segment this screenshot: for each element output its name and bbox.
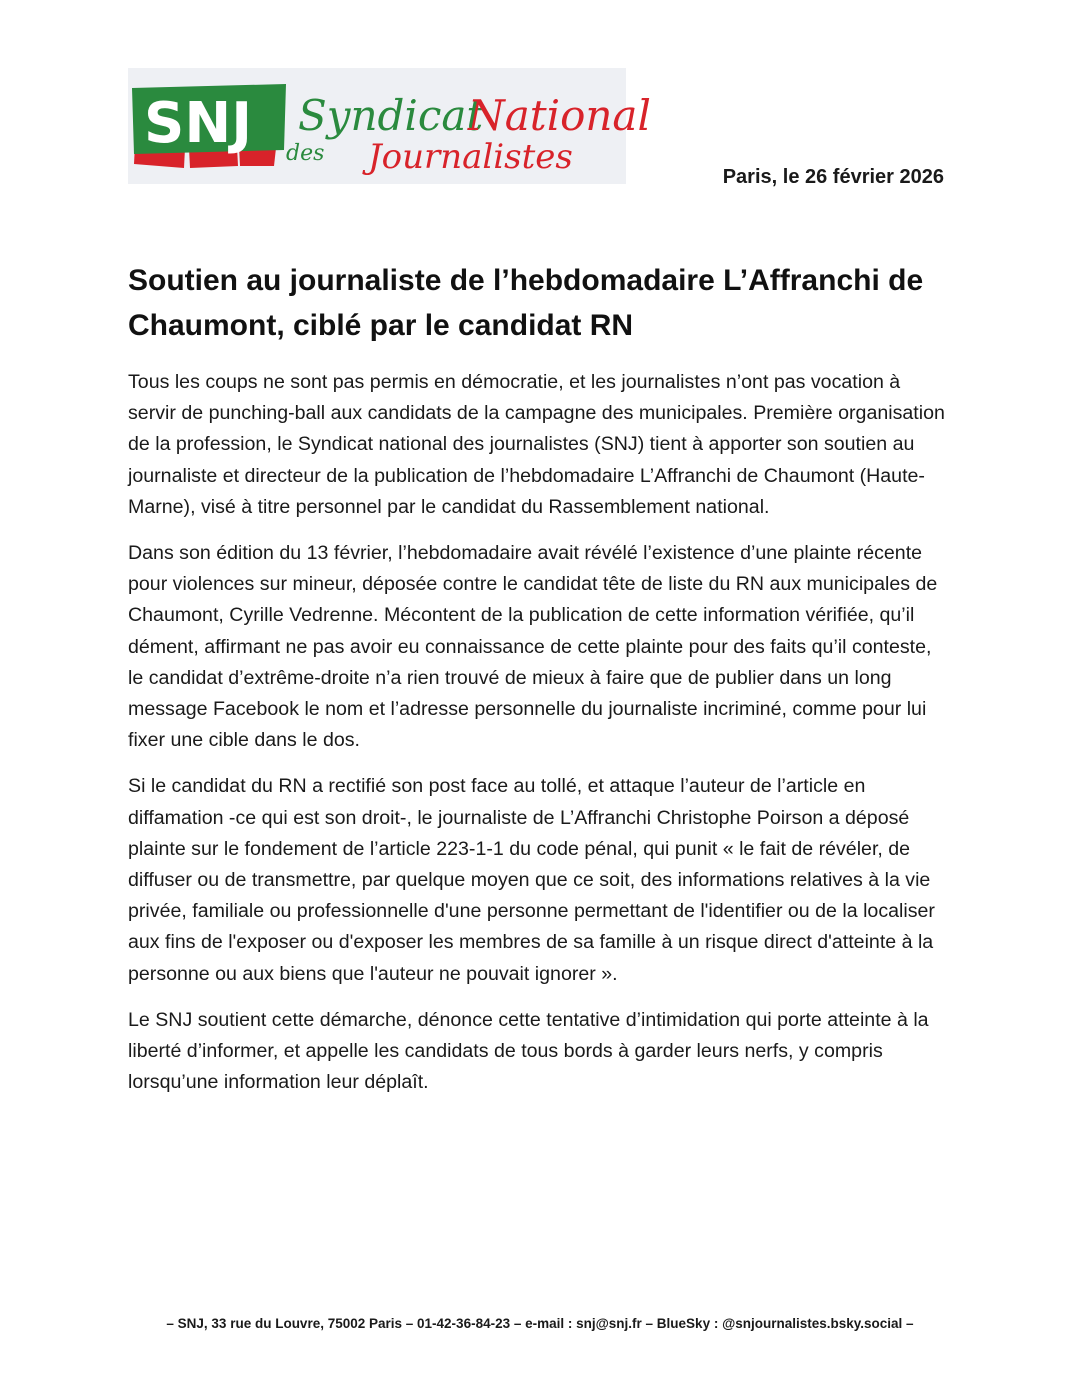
logo-national: National xyxy=(468,91,651,140)
logo-syndicat: Syndicat xyxy=(298,91,484,140)
paragraph: Tous les coups ne sont pas permis en démocratie, et les journalistes n’ont pas vocation à servir de punching-ball aux candidats de la campagne des municipales. Première organisation de la profession, le Syndicat national des journalistes (SNJ) tient à apporter son soutien au journaliste et directeur de la publication de l’hebdomadaire L’Affranchi de Chaumont (Haute-Marne), visé à titre personnel par le candidat du Rassemblement national. xyxy=(128,371,945,518)
snj-logo xyxy=(128,68,651,184)
snj-logo-graphic xyxy=(128,68,651,184)
logo-acronym: SNJ xyxy=(144,91,253,156)
document-footer: – SNJ, 33 rue du Louvre, 75002 Paris – 01-42-36-84-23 – e-mail : snj@snj.fr – BlueSky : @snjournalistes.bsky.social – xyxy=(166,1316,914,1331)
document-title: Soutien au journaliste de l’hebdomadaire L’Affranchi de Chaumont, ciblé par le candidat RN xyxy=(128,264,924,342)
paragraph: Dans son édition du 13 février, l’hebdomadaire avait révélé l’existence d’une plainte récente pour violences sur mineur, déposée contre le candidat tête de liste du RN aux municipales de Chaumont, Cyrille Vedrenne. Mécontent de la publication de cette information vérifiée, qu’il dément, affirmant ne pas avoir eu connaissance de cette plainte pour des faits qu’il conteste, le candidat d’extrême-droite n’a rien trouvé de mieux à faire que de publier dans un long message Facebook le nom et l’adresse personnelle du journaliste incriminé, comme pour lui fixer une cible dans le dos. xyxy=(128,542,938,752)
logo-journalistes: Journalistes xyxy=(368,137,573,177)
document-date: Paris, le 26 février 2026 xyxy=(722,166,944,188)
document-body xyxy=(128,367,950,1113)
paragraph: Le SNJ soutient cette démarche, dénonce cette tentative d’intimidation qui porte atteinte à la liberté d’informer, et appelle les candidats de tous bords à garder leurs nerfs, y compris lorsqu’une information leur déplaît. xyxy=(128,1008,929,1094)
logo-des: des xyxy=(286,141,325,166)
paragraph: Si le candidat du RN a rectifié son post face au tollé, et attaque l’auteur de l’article en diffamation -ce qui est son droit-, le journaliste de L’Affranchi Christophe Poirson a déposé plainte sur le fondement de l’article 223-1-1 du code pénal, qui punit « le fait de révéler, de diffuser ou de transmettre, par quelque moyen que ce soit, des informations relatives à la vie privée, familiale ou professionnelle d'une personne permettant de l'identifier ou de la localiser aux fins de l'exposer ou d'exposer les membres de sa famille à un risque direct d'atteinte à la personne ou aux biens que l'auteur ne pouvait ignorer ». xyxy=(128,775,935,985)
